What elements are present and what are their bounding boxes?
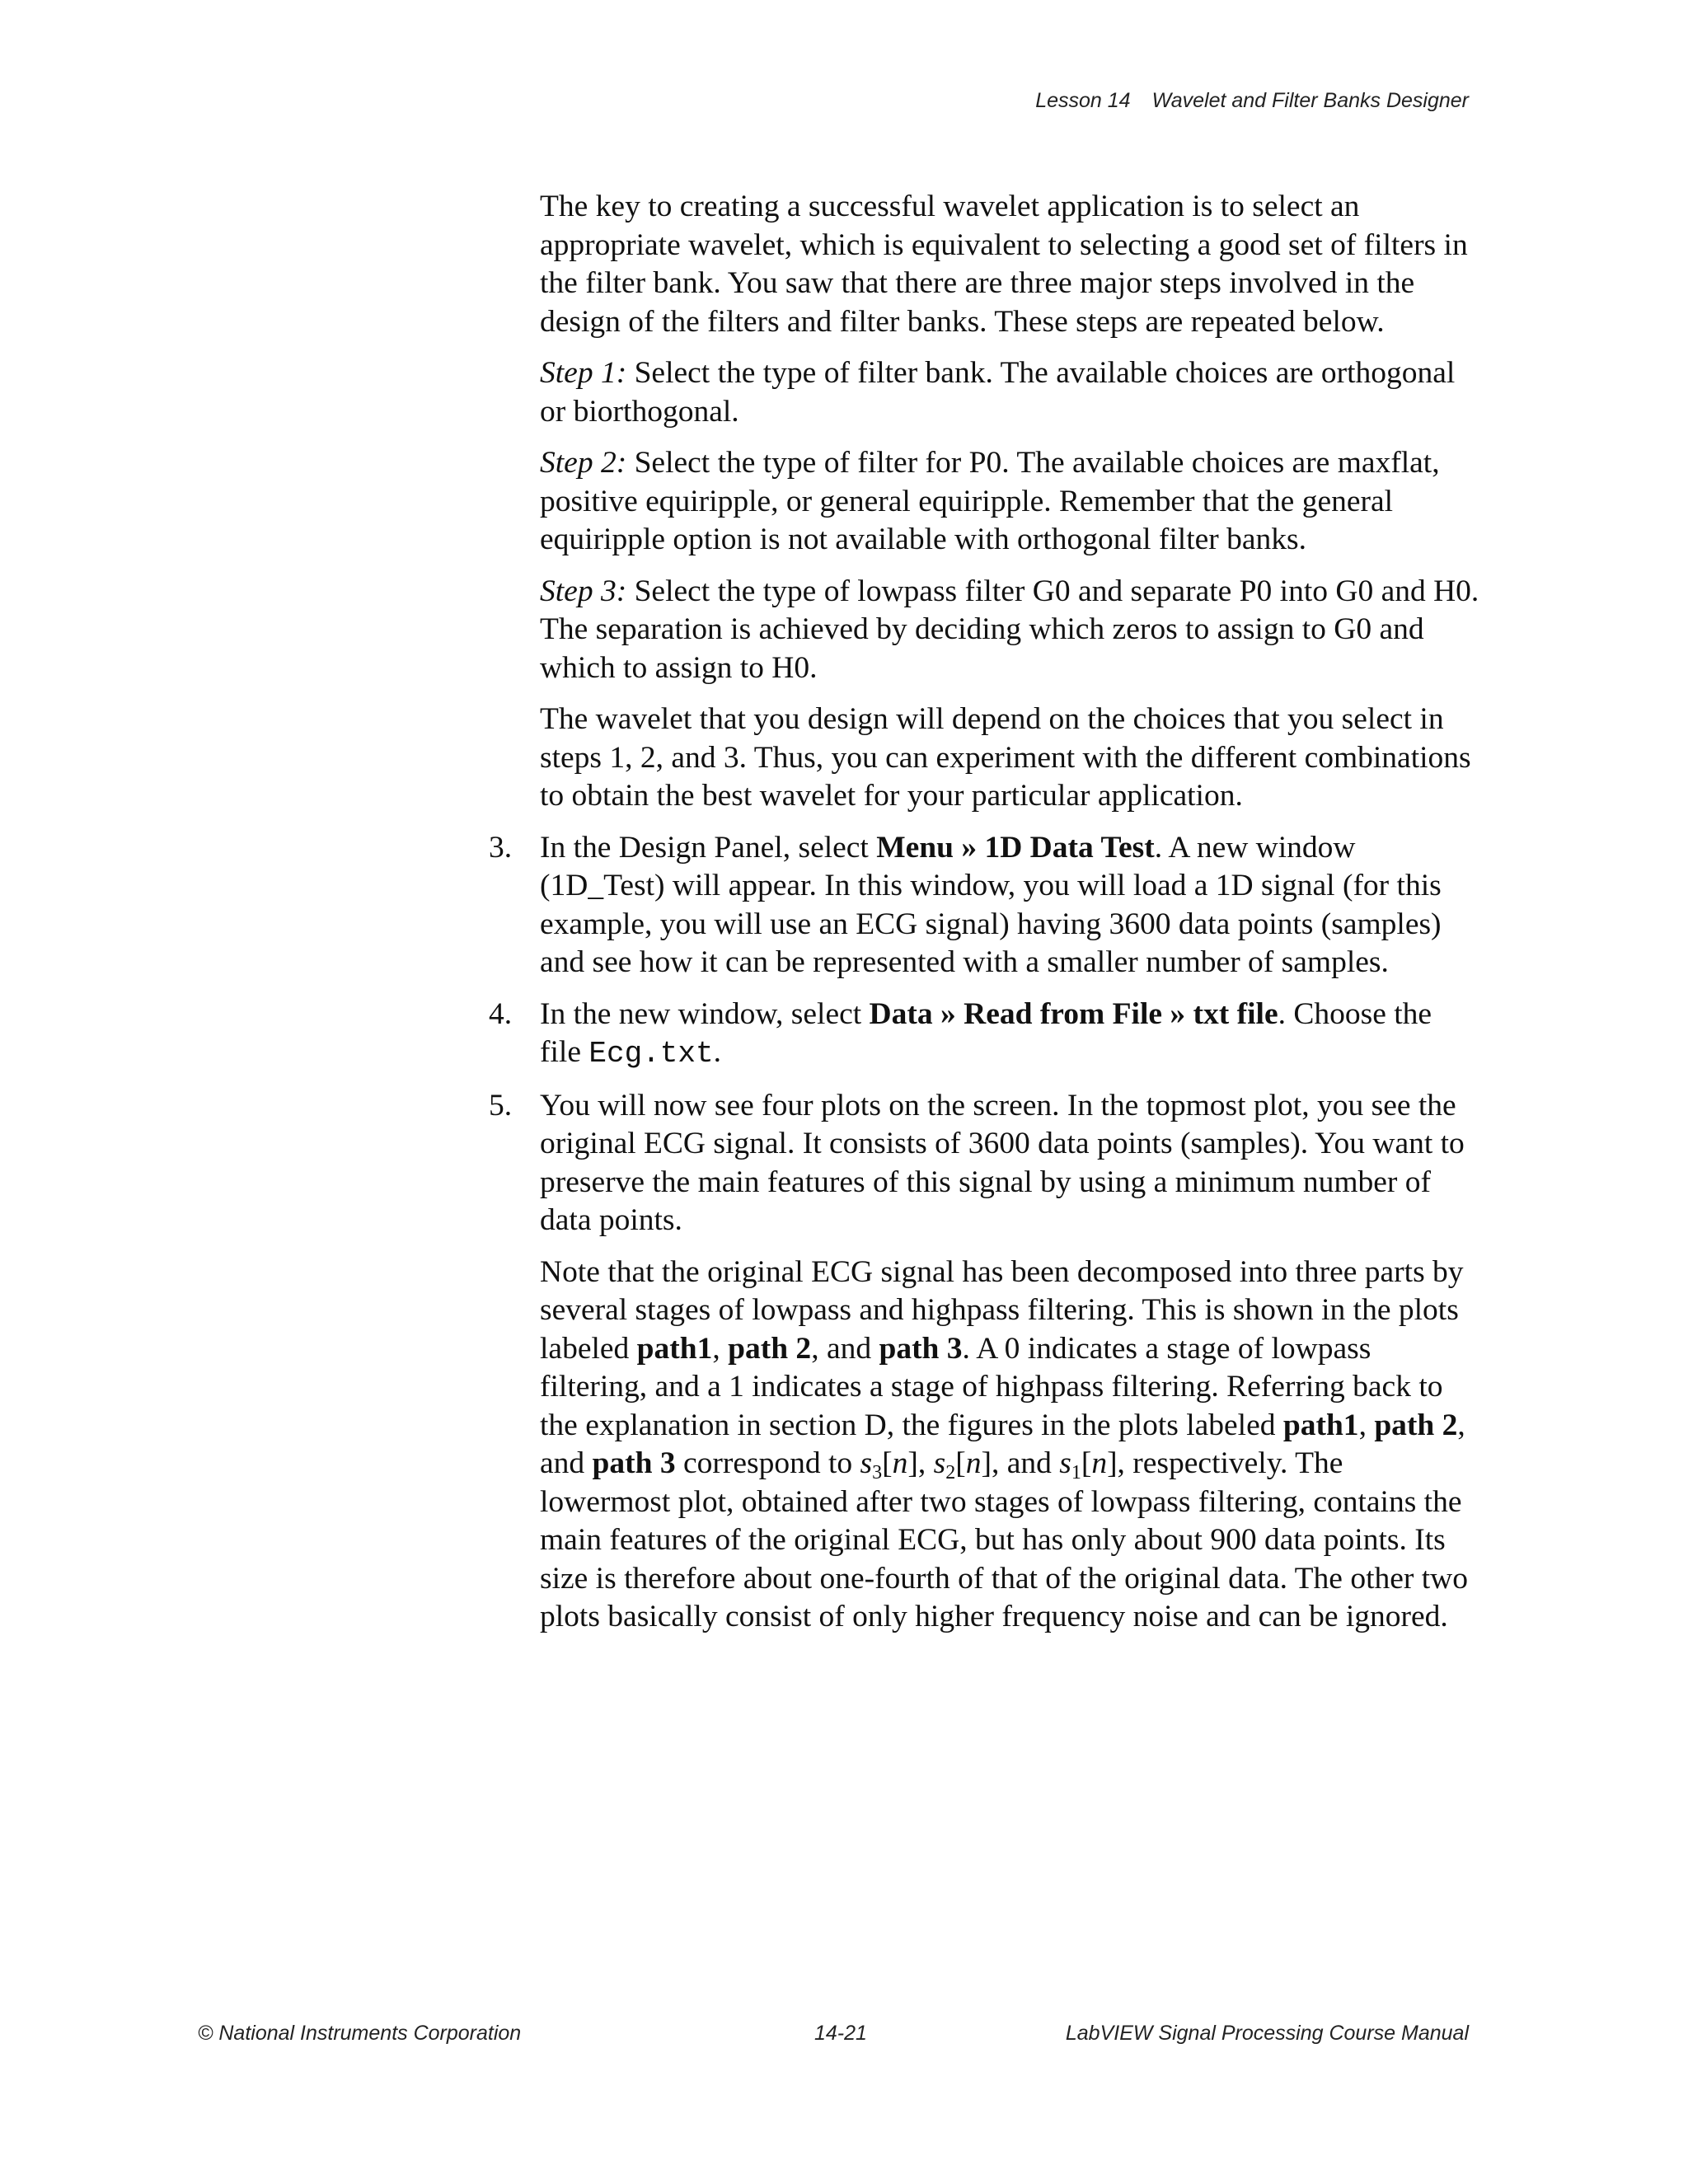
wavelet-paragraph: The wavelet that you design will depend on the choices that you select in steps 1, 2, and 3. Thus, you can experiment with the different combinations to obtain the best wavelet for your particular application.: [540, 702, 1471, 813]
step-2-text: Select the type of filter for P0. The available choices are maxflat, positive equiripple, or general equiripple. Remember that the general equiripple option is not available with orthogonal filter banks.: [540, 446, 1440, 556]
page-body: [489, 188, 1479, 1650]
step-1-text: Select the type of filter bank. The available choices are orthogonal or biorthogonal.: [540, 356, 1456, 429]
file-name: Ecg.txt: [588, 1037, 714, 1071]
step-3-paragraph: [540, 573, 1479, 688]
list-number-5: 5.: [489, 1088, 513, 1122]
menu-path-1d-data-test: Menu » 1D Data Test: [876, 830, 1155, 865]
page-header: [1035, 89, 1469, 113]
list-item-3: 3. In the Design Panel, select Menu » 1D Data Test. A new window (1D_Test) will appear. In this window, you will load a 1D signal (for this example, you will use an ECG signal) having 3600 data points (samples) and see how it can be represented with a smaller number of samples.: [489, 830, 1442, 979]
menu-path-read-from-file: Data » Read from File » txt file: [869, 996, 1278, 1031]
step-2-paragraph: [540, 444, 1479, 560]
footer-copyright: © National Instruments Corporation: [198, 2022, 522, 2045]
step-2-label: Step 2:: [540, 446, 627, 480]
step-1-label: Step 1:: [540, 356, 627, 390]
footer-manual-title: LabVIEW Signal Processing Course Manual: [1065, 2022, 1469, 2045]
header-title: Wavelet and Filter Banks Designer: [1151, 89, 1469, 112]
header-lesson: Lesson 14: [1035, 89, 1131, 112]
list-number-4: 4.: [489, 996, 513, 1031]
step-1-paragraph: [540, 354, 1479, 431]
list-item-4: 4. In the new window, select Data » Read from File » txt file. Choose the file Ecg.txt.: [489, 996, 1432, 1071]
list-item-5: 5. You will now see four plots on the screen. In the topmost plot, you see the original ECG signal. It consists of 3600 data points (samples). You want to preserve the main features of this signal by using a minimum number of data points.: [489, 1088, 1465, 1237]
list-number-3: 3.: [489, 830, 513, 865]
step-3-label: Step 3:: [540, 574, 627, 608]
footer-page-number: 14-21: [814, 2022, 867, 2045]
step-3-text: Select the type of lowpass filter G0 and separate P0 into G0 and H0. The separation is achieved by deciding which zeros to assign to G0 and which to assign to H0.: [540, 574, 1479, 685]
note-paragraph: Note that the original ECG signal has been decomposed into three parts by several stages of lowpass and highpass filtering. This is shown in the plots labeled path1, path 2, and path 3. A 0 indicates a stage of lowpass filtering, and a 1 indicates a stage of highpass filtering. Referring back to the explanation in section D, the figures in the plots labeled path1, path 2, and path 3 correspond to $s_3[n]$, $s_2[n]$, and $s_1[n]$, respectively. The lowermost plot, obtained after two stages of lowpass filtering, contains the main features of the original ECG, but has only about 900 data points. Its size is therefore about one-fourth of that of the original data. The other two plots basically consist of only higher frequency noise and can be ignored.: [540, 1254, 1469, 1633]
intro-paragraph: The key to creating a successful wavelet application is to select an appropriate wavelet, which is equivalent to selecting a good set of filters in the filter bank. You saw that there are three major steps involved in the design of the filters and filter banks. These steps are repeated below.: [540, 190, 1468, 339]
